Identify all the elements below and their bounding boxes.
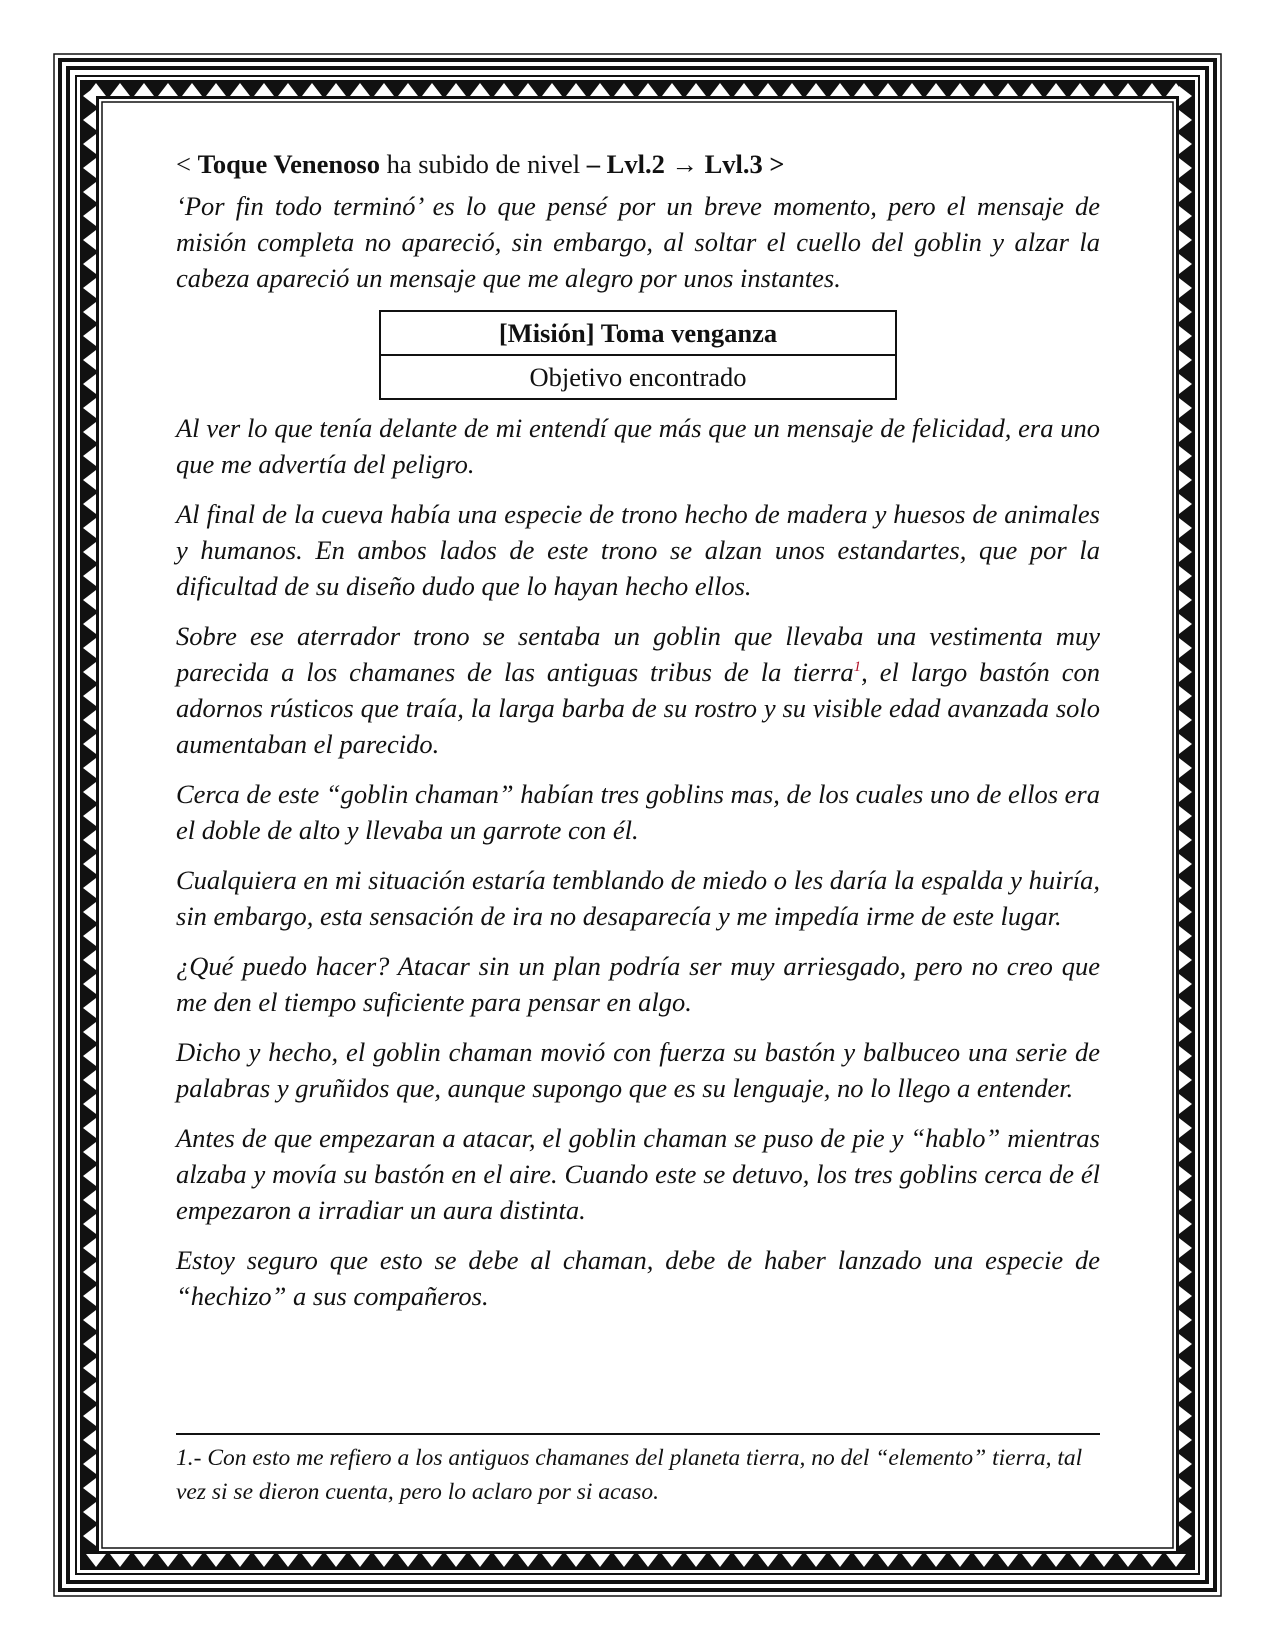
paragraph: ¿Qué puedo hacer? Atacar sin un plan podría ser muy arriesgado, pero no creo que me den el tiempo suficiente para pensar en algo. — [176, 951, 1100, 1017]
paragraph: Antes de que empezaran a atacar, el goblin chaman se puso de pie y “hablo” mientras alzaba y movía su bastón en el aire. Cuando este se detuvo, los tres goblins cerca de él empezaron a irradiar un aura distinta. — [176, 1123, 1100, 1225]
paragraph: Estoy seguro que esto se debe al chaman, debe de haber lanzado una especie de “hechizo” a sus compañeros. — [176, 1245, 1100, 1311]
mission-box — [379, 310, 897, 400]
footnote-divider — [176, 1433, 1100, 1435]
skill-name: Toque Venenoso — [197, 149, 380, 179]
paragraph: Cualquiera en mi situación estaría temblando de miedo o les daría la espalda y huiría, sin embargo, esta sensación de ira no desaparecía y me impedía irme de este lugar. — [176, 865, 1100, 931]
paragraph: Al final de la cueva había una especie de trono hecho de madera y huesos de animales y humanos. En ambos lados de este trono se alzan unos estandartes, que por la dificultad de su diseño dudo que lo hayan hecho ellos. — [176, 499, 1100, 601]
paragraph: Dicho y hecho, el goblin chaman movió con fuerza su bastón y balbuceo una serie de palabras y gruñidos que, aunque supongo que es su lenguaje, no lo llego a entender. — [176, 1037, 1100, 1103]
footnote: 1.- Con esto me refiero a los antiguos chamanes del planeta tierra, no del “elemento” tierra, tal vez si se dieron cuenta, pero lo aclaro por si acaso. — [176, 1445, 1083, 1505]
level-change: – Lvl.2 → Lvl.3 — [586, 149, 763, 179]
level-up-message: < Toque Venenoso ha subido de nivel – Lvl.2 → Lvl.3 > — [176, 149, 785, 179]
mission-title: [Misión] Toma venganza — [380, 311, 896, 355]
paragraph: Al ver lo que tenía delante de mi entendí que más que un mensaje de felicidad, era uno que me advertía del peligro. — [176, 413, 1100, 479]
paragraph-with-footnote: Sobre ese aterrador trono se sentaba un goblin que llevaba una vestimenta muy parecida a los chamanes de las antiguas tribus de la tierra$^1$, el largo bastón con adornos rústicos que traía, la larga barba de su rostro y su visible edad avanzada solo aumentaban el parecido. — [176, 621, 1100, 759]
paragraph: Cerca de este “goblin chaman” habían tres goblins mas, de los cuales uno de ellos era el doble de alto y llevaba un garrote con él. — [176, 779, 1100, 845]
page-content — [176, 136, 1100, 1328]
mission-status: Objetivo encontrado — [380, 355, 896, 399]
paragraph: ‘Por fin todo terminó’ es lo que pensé por un breve momento, pero el mensaje de misión completa no apareció, sin embargo, al soltar el cuello del goblin y alzar la cabeza apareció un mensaje que me alegro por unos instantes. — [176, 191, 1100, 293]
footnote-marker[interactable]: 1 — [853, 659, 862, 676]
